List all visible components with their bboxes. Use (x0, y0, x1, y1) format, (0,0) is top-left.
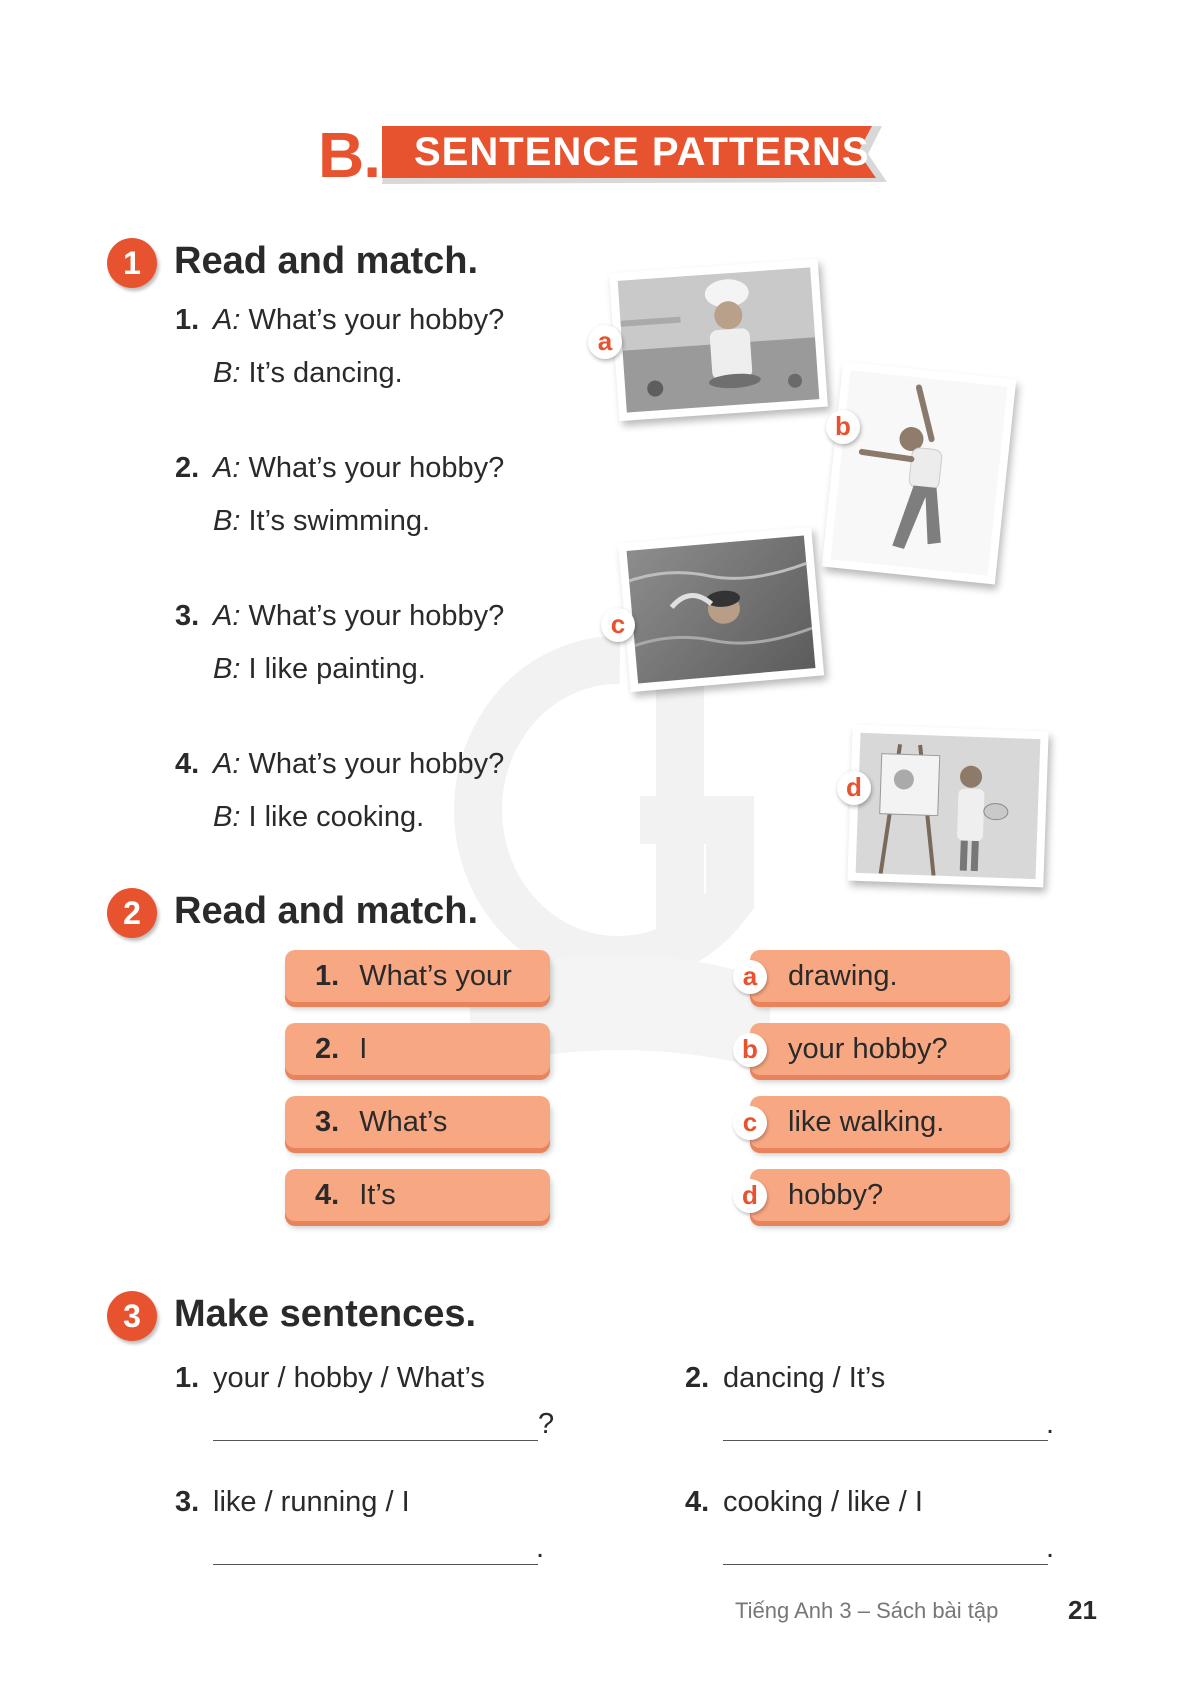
photo-painting (847, 725, 1048, 888)
match-letter-a: a (733, 960, 767, 994)
item-number: 3. (175, 1486, 200, 1518)
match-right-box[interactable]: like walking. (750, 1096, 1010, 1148)
dialog-line-a: A: What’s your hobby? (213, 452, 505, 484)
sentence-end-mark: ? (538, 1408, 555, 1440)
photo-dancing (822, 361, 1017, 584)
page-title: SENTENCE PATTERNS (414, 130, 870, 174)
sentence-end-mark: . (1046, 1532, 1055, 1564)
dialog-line-a: A: What’s your hobby? (213, 304, 505, 336)
photo-letter-b: b (826, 410, 860, 444)
sentence-end-mark: . (536, 1532, 545, 1564)
item-number: 4. (175, 748, 200, 780)
match-left-box[interactable]: 1. What’s your (285, 950, 550, 1002)
sentence-end-mark: . (1046, 1408, 1055, 1440)
dialog-line-b: B: It’s swimming. (213, 505, 431, 537)
item-number: 3. (175, 600, 200, 632)
swimming-boy-image (627, 535, 816, 683)
exercise-title: Read and match. (174, 890, 479, 932)
match-letter-b: b (733, 1033, 767, 1067)
match-right-box[interactable]: your hobby? (750, 1023, 1010, 1075)
answer-line[interactable] (723, 1440, 1048, 1441)
dialog-line-a: A: What’s your hobby? (213, 748, 505, 780)
photo-letter-d: d (837, 771, 871, 805)
answer-line[interactable] (723, 1564, 1048, 1565)
dialog-line-b: B: I like cooking. (213, 801, 425, 833)
section-letter: B. (318, 119, 380, 191)
match-left-box[interactable]: 3. What’s (285, 1096, 550, 1148)
answer-line[interactable] (213, 1564, 538, 1565)
painting-girl-image (856, 733, 1041, 879)
answer-line[interactable] (213, 1440, 538, 1441)
dialog-line-a: A: What’s your hobby? (213, 600, 505, 632)
page-number: 21 (1068, 1595, 1097, 1625)
book-title: Tiếng Anh 3 – Sách bài tập (735, 1598, 999, 1623)
word-prompt: like / running / I (213, 1486, 410, 1518)
word-prompt: dancing / It’s (723, 1362, 886, 1394)
photo-letter-c: c (601, 608, 635, 642)
item-number: 2. (175, 452, 200, 484)
photo-swimming (618, 527, 824, 692)
word-prompt: cooking / like / I (723, 1486, 923, 1518)
dialog-line-b: B: It’s dancing. (213, 357, 403, 389)
item-number: 1. (175, 1362, 200, 1394)
match-right-box[interactable]: hobby? (750, 1169, 1010, 1221)
match-left-box[interactable]: 4. It’s (285, 1169, 550, 1221)
photo-cooking (609, 259, 828, 421)
cooking-girl-image (618, 267, 820, 412)
item-number: 2. (685, 1362, 710, 1394)
photo-letter-a: a (588, 325, 622, 359)
match-letter-d: d (733, 1179, 767, 1213)
exercise-number-badge: 3 (107, 1291, 157, 1341)
match-left-box[interactable]: 2. I (285, 1023, 550, 1075)
exercise-number-badge: 1 (107, 238, 157, 288)
match-letter-c: c (733, 1106, 767, 1140)
exercise-number-badge: 2 (107, 888, 157, 938)
item-number: 1. (175, 304, 200, 336)
exercise-title: Make sentences. (174, 1293, 477, 1335)
match-right-box[interactable]: drawing. (750, 950, 1010, 1002)
dialog-line-b: B: I like painting. (213, 653, 426, 685)
exercise-title: Read and match. (174, 240, 479, 282)
item-number: 4. (685, 1486, 710, 1518)
word-prompt: your / hobby / What’s (213, 1362, 485, 1394)
dancing-girl-image (831, 370, 1008, 575)
